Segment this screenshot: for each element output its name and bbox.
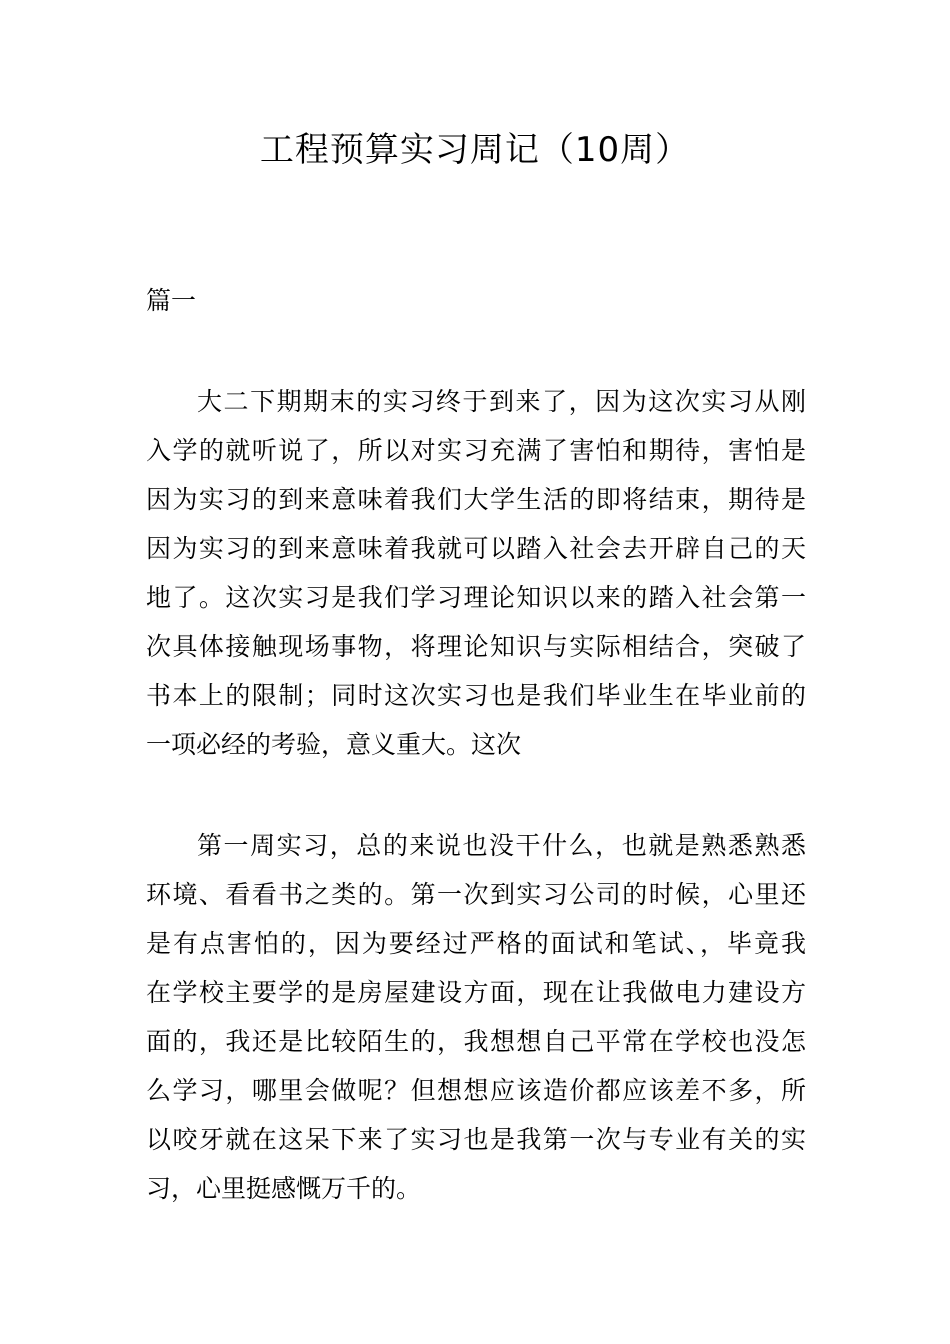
paragraph-line: 地了。这次实习是我们学习理论知识以来的踏入社会第一 <box>146 583 806 612</box>
paragraph-line: 因为实习的到来意味着我们大学生活的即将结束，期待是 <box>146 485 806 514</box>
paragraph-line: 是有点害怕的，因为要经过严格的面试和笔试、，毕竟我 <box>146 929 806 958</box>
paragraph-line: 环境、看看书之类的。第一次到实习公司的时候，心里还 <box>146 880 806 909</box>
paragraph-line: 习，心里挺感慨万千的。 <box>146 1174 422 1203</box>
paragraph-line: 以咬牙就在这呆下来了实习也是我第一次与专业有关的实 <box>146 1125 806 1154</box>
section-label: 篇一 <box>146 286 197 315</box>
paragraph-line: 在学校主要学的是房屋建设方面，现在让我做电力建设方 <box>146 978 806 1007</box>
paragraph-line: 因为实习的到来意味着我就可以踏入社会去开辟自己的天 <box>146 534 806 563</box>
paragraph-line: 次具体接触现场事物，将理论知识与实际相结合，突破了 <box>146 632 806 661</box>
paragraph-line: 么学习，哪里会做呢？但想想应该造价都应该差不多，所 <box>146 1076 806 1105</box>
paragraph-2 <box>146 821 806 1213</box>
paragraph-line: 一项必经的考验，意义重大。这次 <box>146 730 522 759</box>
paragraph-line: 大二下期期末的实习终于到来了，因为这次实习从刚 <box>197 387 806 416</box>
paragraph-line: 面的，我还是比较陌生的，我想想自己平常在学校也没怎 <box>146 1027 806 1056</box>
paragraph-line: 入学的就听说了，所以对实习充满了害怕和期待，害怕是 <box>146 436 806 465</box>
paragraph-line: 书本上的限制；同时这次实习也是我们毕业生在毕业前的 <box>146 681 806 710</box>
document-title: 工程预算实习周记（10周） <box>259 130 691 170</box>
paragraph-1 <box>146 377 806 769</box>
paragraph-line: 第一周实习，总的来说也没干什么，也就是熟悉熟悉 <box>197 831 806 860</box>
